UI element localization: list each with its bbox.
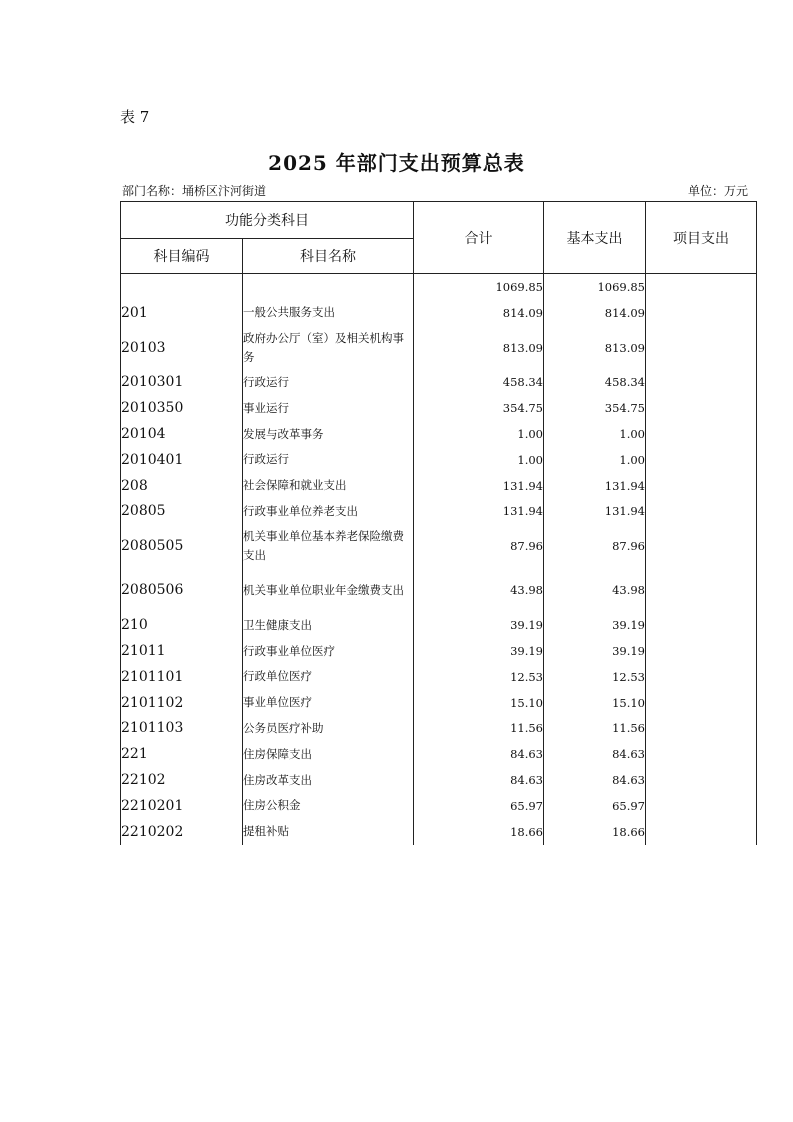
subject-code-cell: 2010401 [121, 447, 243, 473]
basic-expenditure-cell: 354.75 [544, 395, 646, 421]
project-expenditure-cell [646, 819, 757, 845]
basic-expenditure-cell: 15.10 [544, 690, 646, 716]
subject-code-cell: 2080505 [121, 524, 243, 568]
table-body [121, 274, 757, 845]
table-number: 表 7 [120, 108, 150, 126]
total-cell: 43.98 [414, 568, 544, 612]
header-subject-name: 科目名称 [243, 239, 414, 274]
table-row [121, 499, 757, 525]
basic-expenditure-cell: 39.19 [544, 638, 646, 664]
basic-expenditure-cell: 18.66 [544, 819, 646, 845]
table-row [121, 716, 757, 742]
project-expenditure-cell [646, 300, 757, 326]
basic-expenditure-cell: 1.00 [544, 421, 646, 447]
table-row [121, 638, 757, 664]
subject-code-cell: 2101103 [121, 716, 243, 742]
total-cell: 1.00 [414, 447, 544, 473]
subject-name-cell: 事业单位医疗 [243, 690, 414, 716]
subject-code-cell: 2101102 [121, 690, 243, 716]
subject-name-cell: 行政事业单位养老支出 [243, 499, 414, 525]
subject-name-cell [243, 274, 414, 300]
subject-name-cell: 行政运行 [243, 447, 414, 473]
table-row [121, 793, 757, 819]
project-expenditure-cell [646, 767, 757, 793]
subject-name-cell: 机关事业单位职业年金缴费支出 [243, 568, 414, 612]
table-row [121, 370, 757, 396]
project-expenditure-cell [646, 274, 757, 300]
total-cell: 18.66 [414, 819, 544, 845]
total-cell: 84.63 [414, 767, 544, 793]
subject-code-cell: 2080506 [121, 568, 243, 612]
total-cell: 131.94 [414, 473, 544, 499]
subject-code-cell: 21011 [121, 638, 243, 664]
subject-code-cell: 2210202 [121, 819, 243, 845]
subject-code-cell: 208 [121, 473, 243, 499]
project-expenditure-cell [646, 524, 757, 568]
total-cell: 15.10 [414, 690, 544, 716]
total-cell: 11.56 [414, 716, 544, 742]
basic-expenditure-cell: 131.94 [544, 499, 646, 525]
table-row [121, 819, 757, 845]
subject-name-cell: 政府办公厅（室）及相关机构事务 [243, 326, 414, 370]
table-row [121, 741, 757, 767]
basic-expenditure-cell: 43.98 [544, 568, 646, 612]
subject-code-cell: 2010301 [121, 370, 243, 396]
header-function-class: 功能分类科目 [121, 202, 414, 239]
basic-expenditure-cell: 65.97 [544, 793, 646, 819]
table-row [121, 395, 757, 421]
table-row [121, 300, 757, 326]
header-basic-expenditure: 基本支出 [544, 202, 646, 274]
basic-expenditure-cell: 458.34 [544, 370, 646, 396]
table-row [121, 568, 757, 612]
project-expenditure-cell [646, 499, 757, 525]
project-expenditure-cell [646, 716, 757, 742]
basic-expenditure-cell: 1.00 [544, 447, 646, 473]
department-label: 部门名称：埇桥区汴河街道 [122, 184, 267, 198]
page-title: 2025 年部门支出预算总表 [268, 151, 525, 175]
subject-name-cell: 机关事业单位基本养老保险缴费支出 [243, 524, 414, 568]
total-cell: 39.19 [414, 612, 544, 638]
subject-code-cell: 210 [121, 612, 243, 638]
basic-expenditure-cell: 131.94 [544, 473, 646, 499]
total-cell: 814.09 [414, 300, 544, 326]
subject-name-cell: 提租补贴 [243, 819, 414, 845]
total-cell: 65.97 [414, 793, 544, 819]
total-cell: 1.00 [414, 421, 544, 447]
table-row [121, 524, 757, 568]
project-expenditure-cell [646, 690, 757, 716]
table-row [121, 612, 757, 638]
total-cell: 354.75 [414, 395, 544, 421]
project-expenditure-cell [646, 421, 757, 447]
subject-name-cell: 社会保障和就业支出 [243, 473, 414, 499]
table-row [121, 421, 757, 447]
subject-name-cell: 一般公共服务支出 [243, 300, 414, 326]
subject-code-cell: 20805 [121, 499, 243, 525]
project-expenditure-cell [646, 447, 757, 473]
table-row [121, 447, 757, 473]
subject-code-cell: 22102 [121, 767, 243, 793]
total-cell: 458.34 [414, 370, 544, 396]
basic-expenditure-cell: 84.63 [544, 767, 646, 793]
subject-code-cell: 20103 [121, 326, 243, 370]
subject-code-cell: 201 [121, 300, 243, 326]
basic-expenditure-cell: 1069.85 [544, 274, 646, 300]
project-expenditure-cell [646, 473, 757, 499]
project-expenditure-cell [646, 741, 757, 767]
total-cell: 87.96 [414, 524, 544, 568]
project-expenditure-cell [646, 612, 757, 638]
subject-name-cell: 公务员医疗补助 [243, 716, 414, 742]
header-total: 合计 [414, 202, 544, 274]
total-cell: 39.19 [414, 638, 544, 664]
table-row [121, 767, 757, 793]
subject-name-cell: 卫生健康支出 [243, 612, 414, 638]
table-row [121, 274, 757, 300]
basic-expenditure-cell: 84.63 [544, 741, 646, 767]
project-expenditure-cell [646, 395, 757, 421]
project-expenditure-cell [646, 664, 757, 690]
project-expenditure-cell [646, 370, 757, 396]
subject-code-cell: 2010350 [121, 395, 243, 421]
subject-name-cell: 发展与改革事务 [243, 421, 414, 447]
subject-code-cell: 221 [121, 741, 243, 767]
subject-name-cell: 事业运行 [243, 395, 414, 421]
basic-expenditure-cell: 39.19 [544, 612, 646, 638]
subject-name-cell: 住房保障支出 [243, 741, 414, 767]
subject-name-cell: 行政运行 [243, 370, 414, 396]
subject-code-cell [121, 274, 243, 300]
project-expenditure-cell [646, 638, 757, 664]
basic-expenditure-cell: 11.56 [544, 716, 646, 742]
project-expenditure-cell [646, 568, 757, 612]
header-subject-code: 科目编码 [121, 239, 243, 274]
budget-table [120, 201, 757, 845]
total-cell: 84.63 [414, 741, 544, 767]
unit-label: 单位：万元 [687, 184, 748, 198]
subject-code-cell: 20104 [121, 421, 243, 447]
basic-expenditure-cell: 813.09 [544, 326, 646, 370]
header-project-expenditure: 项目支出 [646, 202, 757, 274]
basic-expenditure-cell: 87.96 [544, 524, 646, 568]
total-cell: 1069.85 [414, 274, 544, 300]
project-expenditure-cell [646, 793, 757, 819]
table-row [121, 664, 757, 690]
subject-code-cell: 2210201 [121, 793, 243, 819]
subject-name-cell: 行政事业单位医疗 [243, 638, 414, 664]
total-cell: 813.09 [414, 326, 544, 370]
subject-name-cell: 行政单位医疗 [243, 664, 414, 690]
subject-name-cell: 住房公积金 [243, 793, 414, 819]
subject-name-cell: 住房改革支出 [243, 767, 414, 793]
table-row [121, 326, 757, 370]
table-row [121, 473, 757, 499]
project-expenditure-cell [646, 326, 757, 370]
basic-expenditure-cell: 12.53 [544, 664, 646, 690]
basic-expenditure-cell: 814.09 [544, 300, 646, 326]
total-cell: 131.94 [414, 499, 544, 525]
total-cell: 12.53 [414, 664, 544, 690]
table-row [121, 690, 757, 716]
subject-code-cell: 2101101 [121, 664, 243, 690]
